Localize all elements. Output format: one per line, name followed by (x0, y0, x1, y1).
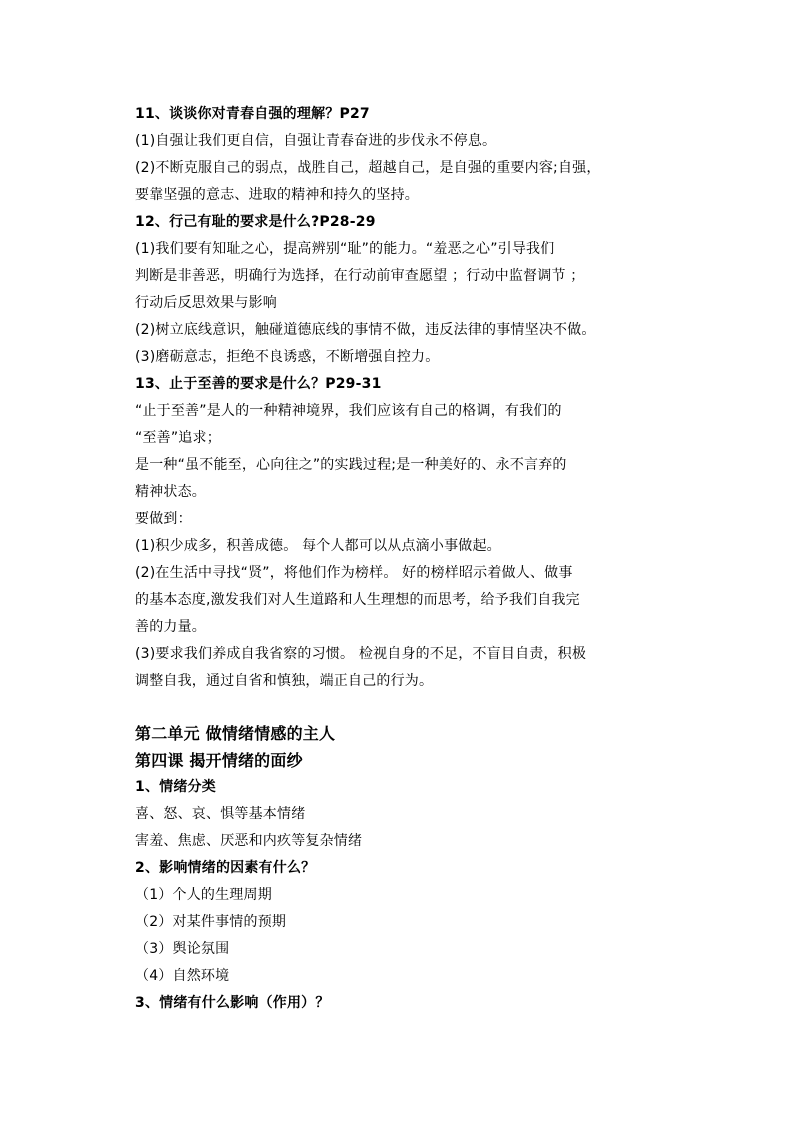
answer-line: “至善”追求； (135, 430, 221, 446)
answer-line: (1)积少成多，积善成德。 每个人都可以从点滴小事做起。 (135, 538, 501, 554)
answer-line: (1)我们要有知耻之心，提高辨别“耻”的能力。“羞恶之心”引导我们 (135, 241, 555, 257)
section-spacer (135, 695, 665, 720)
unit-title: 第二单元 做情绪情感的主人 (135, 724, 336, 743)
answer-line: （2）对某件事情的预期 (135, 914, 287, 930)
answer-line: (2)在生活中寻找“贤”，将他们作为榜样。 好的榜样昭示着做人、做事 (135, 565, 573, 581)
answer-line: 判断是非善恶，明确行为选择，在行动前审查愿望 ；行动中监督调节 ； (135, 268, 585, 284)
answer-line: 喜、怒、哀、惧等基本情绪 (135, 806, 306, 822)
answer-line: （1）个人的生理周期 (135, 887, 272, 903)
answer-line: 害羞、焦虑、厌恶和内疚等复杂情绪 (135, 833, 363, 849)
question-11-heading: 11、谈谈你对青春自强的理解？P27 (135, 106, 370, 122)
answer-line: （4）自然环境 (135, 968, 230, 984)
answer-line: 是一种“虽不能至，心向往之”的实践过程;是一种美好的、永不言弃的 (135, 457, 567, 473)
question-3-heading: 3、情绪有什么影响（作用）？ (135, 995, 330, 1011)
answer-line: (3)磨砺意志，拒绝不良诱惑，不断增强自控力。 (135, 349, 440, 365)
question-2-heading: 2、影响情绪的因素有什么？ (135, 860, 316, 876)
answer-line: 精神状态。 (135, 484, 206, 500)
answer-line: 要靠坚强的意志、进取的精神和持久的坚持。 (135, 187, 419, 203)
question-1-heading: 1、情绪分类 (135, 779, 216, 795)
answer-line: (3)要求我们养成自我省察的习惯。 检视自身的不足，不盲目自责，积极 (135, 646, 587, 662)
answer-line: 调整自我，通过自省和慎独，端正自己的行为。 (135, 673, 434, 689)
document-page (135, 101, 665, 1017)
answer-line: (1)自强让我们更自信，自强让青春奋进的步伐永不停息。 (135, 133, 497, 149)
answer-line: 善的力量。 (135, 619, 206, 635)
answer-line: 要做到： (135, 511, 192, 527)
answer-line: (2)不断克服自己的弱点，战胜自己，超越自己，是自强的重要内容;自强， (135, 160, 601, 176)
answer-line: 的基本态度,激发我们对人生道路和人生理想的而思考，给予我们自我完 (135, 592, 580, 608)
answer-line: （3）舆论氛围 (135, 941, 230, 957)
lesson-title: 第四课 揭开情绪的面纱 (135, 751, 303, 770)
answer-line: (2)树立底线意识，触碰道德底线的事情不做，违反法律的事情坚决不做。 (135, 322, 596, 338)
question-13-heading: 13、止于至善的要求是什么？P29-31 (135, 376, 382, 392)
answer-line: “止于至善”是人的一种精神境界，我们应该有自己的格调，有我们的 (135, 403, 562, 419)
question-12-heading: 12、行己有耻的要求是什么?P28-29 (135, 214, 376, 230)
answer-line: 行动后反思效果与影响 (135, 295, 277, 311)
